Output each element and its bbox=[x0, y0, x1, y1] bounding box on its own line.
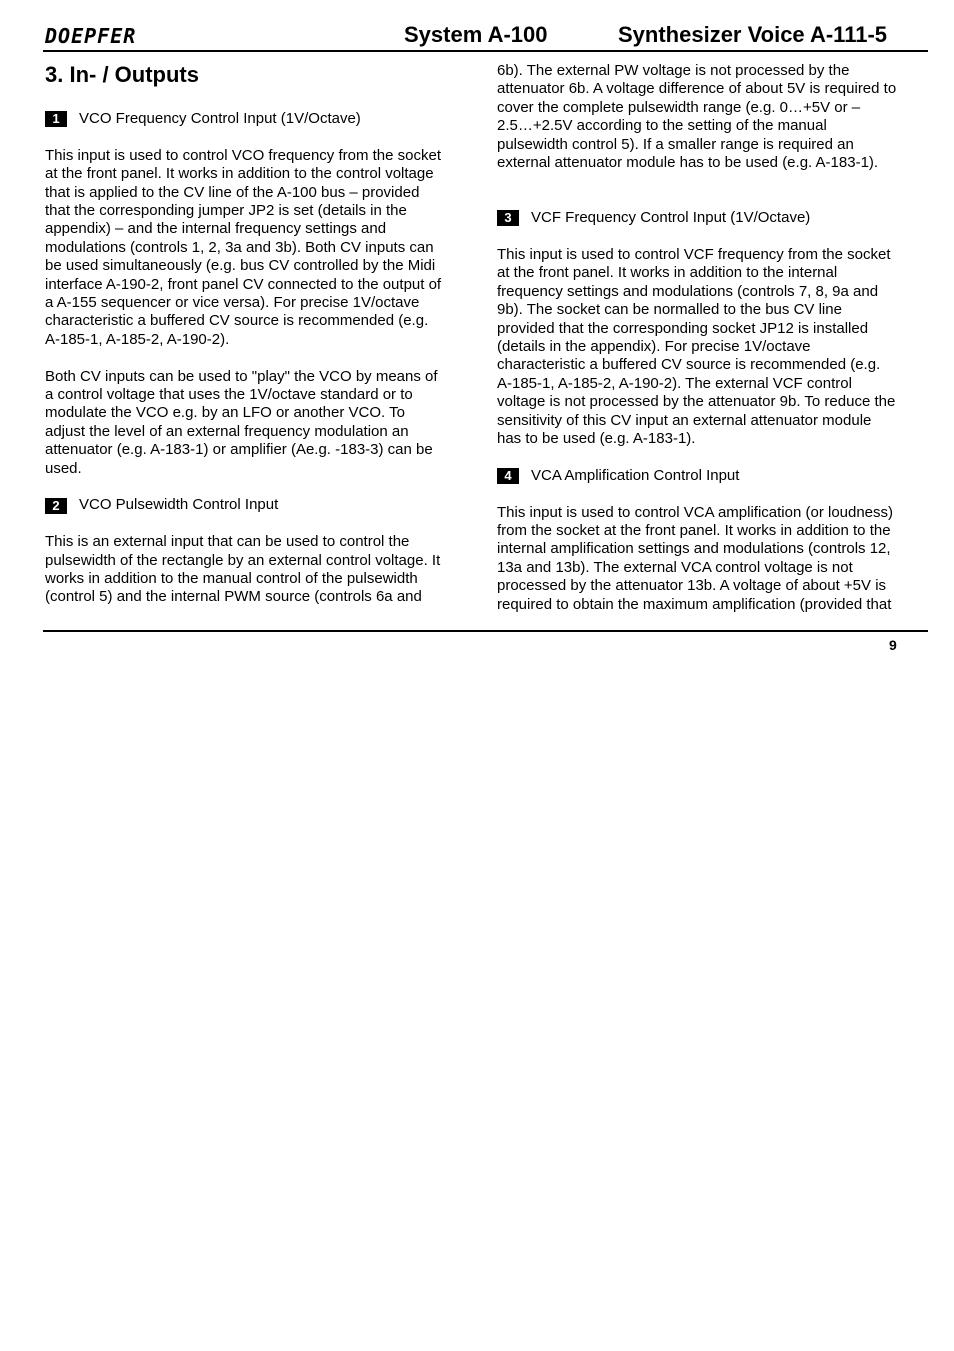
right-column bbox=[497, 62, 927, 614]
text-line: modulations (controls 1, 2, 3a and 3b). Both CV inputs can bbox=[45, 238, 434, 256]
text-line: 2.5…+2.5V according to the setting of the manual bbox=[497, 117, 827, 135]
text-line: characteristic a buffered CV source is recommended (e.g. bbox=[45, 312, 429, 330]
text-line: internal amplification settings and modulations (controls 12, bbox=[497, 540, 891, 558]
text-line: 6b). The external PW voltage is not processed by the bbox=[497, 62, 850, 79]
paragraph-pw-continued bbox=[497, 62, 927, 172]
page-number: 9 bbox=[889, 637, 897, 653]
system-title: System A-100 bbox=[404, 22, 548, 47]
text-line: used. bbox=[45, 459, 82, 477]
text-line: a A-155 sequencer or vice versa). For precise 1V/octave bbox=[45, 294, 420, 312]
page-header bbox=[43, 18, 928, 52]
text-line: required to obtain the maximum amplification (provided that bbox=[497, 595, 892, 613]
subsection-2-title: VCO Pulsewidth Control Input bbox=[79, 496, 279, 514]
left-column bbox=[45, 62, 475, 607]
number-badge-4: 4 bbox=[497, 468, 519, 484]
subsection-4-title: VCA Amplification Control Input bbox=[531, 466, 740, 484]
text-line: Both CV inputs can be used to "play" the VCO by means of bbox=[45, 367, 438, 385]
paragraph-cv-inputs bbox=[45, 368, 475, 478]
paragraph-vca-amp bbox=[497, 504, 927, 614]
text-line: external attenuator module has to be used (e.g. A-183-1). bbox=[497, 154, 879, 172]
text-line: characteristic a buffered CV source is recommended (e.g. bbox=[497, 356, 881, 374]
subsection-3-title: VCF Frequency Control Input (1V/Octave) bbox=[531, 209, 811, 227]
paragraph-pulsewidth bbox=[45, 533, 475, 607]
text-line: attenuator (e.g. A-183-1) or amplifier (Ae.g. -183-3) can be bbox=[45, 441, 433, 459]
subsection-1-title: VCO Frequency Control Input (1V/Octave) bbox=[79, 110, 361, 127]
text-line: a control voltage that uses the 1V/octave standard or to bbox=[45, 386, 413, 404]
subsection-2-heading bbox=[45, 496, 475, 514]
text-line: appendix) – and the internal frequency settings and bbox=[45, 220, 387, 238]
text-line: A-185-1, A-185-2, A-190-2). bbox=[45, 330, 230, 348]
text-line: at the front panel. It works in addition to the internal bbox=[497, 264, 838, 282]
text-line: This input is used to control VCF frequency from the socket bbox=[497, 246, 891, 263]
subsection-4-heading bbox=[497, 467, 927, 485]
product-title: Synthesizer Voice A-111-5 bbox=[618, 22, 888, 47]
number-badge-2: 2 bbox=[45, 498, 67, 514]
section-heading: 3. In- / Outputs bbox=[45, 62, 199, 87]
text-line: pulsewidth control 5). If a smaller range is required an bbox=[497, 135, 854, 153]
doepfer-logo: DOEPFER bbox=[45, 24, 137, 48]
text-line: sensitivity of this CV input an external attenuator module bbox=[497, 411, 872, 429]
text-line: adjust the level of an external frequency modulation an bbox=[45, 422, 409, 440]
text-line: be used simultaneously (e.g. bus CV controlled by the Midi bbox=[45, 257, 436, 275]
text-line: interface A-190-2, front panel CV connected to the output of bbox=[45, 275, 442, 293]
footer-rule bbox=[43, 630, 928, 632]
subsection-3-heading bbox=[497, 209, 927, 227]
text-line: pulsewidth of the rectangle by an external control voltage. It bbox=[45, 551, 441, 569]
text-line: This input is used to control VCO frequency from the socket bbox=[45, 146, 442, 164]
text-line: that is applied to the CV line of the A-100 bus – provided bbox=[45, 183, 420, 201]
text-line: 13a and 13b). The external VCA control voltage is not bbox=[497, 558, 853, 576]
text-line: provided that the corresponding socket JP12 is installed bbox=[497, 319, 869, 337]
text-line: at the front panel. It works in addition to the control voltage bbox=[45, 165, 434, 183]
number-badge-3: 3 bbox=[497, 210, 519, 226]
number-badge-1: 1 bbox=[45, 111, 67, 127]
text-line: works in addition to the manual control of the pulsewidth bbox=[45, 570, 418, 588]
text-line: (details in the appendix). For precise 1V/octave bbox=[497, 338, 811, 356]
text-line: from the socket at the front panel. It works in addition to the bbox=[497, 522, 891, 540]
text-line: processed by the attenuator 13b. A voltage of about +5V is bbox=[497, 577, 887, 595]
text-line: A-185-1, A-185-2, A-190-2). The external VCF control bbox=[497, 374, 852, 392]
text-line: that the corresponding jumper JP2 is set (details in the bbox=[45, 202, 407, 219]
subsection-1-heading bbox=[45, 110, 475, 128]
text-line: frequency settings and modulations (controls 7, 8, 9a and bbox=[497, 282, 879, 300]
paragraph-vcf-freq bbox=[497, 246, 927, 448]
text-line: cover the complete pulsewidth range (e.g. 0…+5V or – bbox=[497, 98, 861, 116]
text-line: modulate the VCO e.g. by an LFO or another VCO. To bbox=[45, 404, 405, 422]
text-line: voltage is not processed by the attenuator 9b. To reduce the bbox=[497, 393, 896, 411]
text-line: This is an external input that can be used to control the bbox=[45, 533, 410, 551]
text-line: (control 5) and the internal PWM source (controls 6a and bbox=[45, 588, 422, 606]
text-line: 9b). The socket can be normalled to the bus CV line bbox=[497, 301, 842, 319]
text-line: This input is used to control VCA amplification (or loudness) bbox=[497, 503, 894, 521]
paragraph-vco-freq bbox=[45, 147, 475, 349]
text-line: attenuator 6b. A voltage difference of about 5V is required to bbox=[497, 80, 897, 98]
text-line: has to be used (e.g. A-183-1). bbox=[497, 430, 696, 448]
